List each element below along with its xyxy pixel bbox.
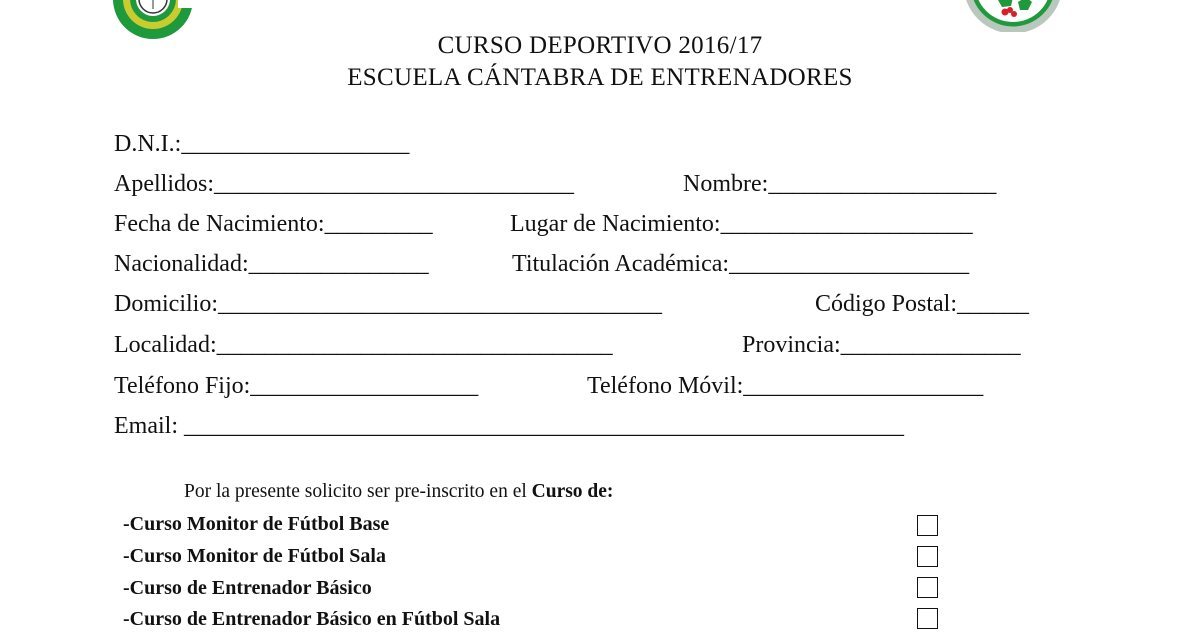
course-option-checkbox[interactable]	[917, 608, 938, 629]
course-option-checkbox[interactable]	[917, 577, 938, 598]
course-option-label: -Curso de Entrenador Básico	[123, 577, 372, 599]
dni-field[interactable]: D.N.I.:___________________	[114, 131, 410, 157]
provincia-field[interactable]: Provincia:_______________	[742, 332, 1021, 358]
ball-logo-right-icon	[958, 0, 1068, 32]
fecha-nacimiento-field[interactable]: Fecha de Nacimiento:_________	[114, 211, 433, 237]
telefono-movil-field[interactable]: Teléfono Móvil:____________________	[587, 373, 984, 399]
email-field[interactable]: Email: ____________________________________________________________	[114, 413, 904, 439]
form-row-locality	[114, 330, 1084, 360]
form-row-name	[114, 169, 1084, 199]
document-title: CURSO DEPORTIVO 2016/17	[437, 32, 763, 59]
course-intro-bold: Curso de:	[531, 481, 614, 502]
nacionalidad-field[interactable]: Nacionalidad:_______________	[114, 251, 429, 277]
apellidos-field[interactable]: Apellidos:______________________________	[114, 171, 574, 197]
course-intro	[184, 479, 613, 505]
course-option-checkbox[interactable]	[917, 546, 938, 567]
form-row-dni	[114, 129, 1084, 159]
form-row-birth	[114, 209, 1084, 239]
course-option-label: -Curso Monitor de Fútbol Base	[123, 513, 390, 535]
telefono-fijo-field[interactable]: Teléfono Fijo:___________________	[114, 373, 479, 399]
domicilio-field[interactable]: Domicilio:_____________________________________	[114, 291, 662, 317]
titulacion-field[interactable]: Titulación Académica:____________________	[512, 251, 970, 277]
course-option-label: -Curso Monitor de Fútbol Sala	[123, 545, 386, 567]
form-row-address	[114, 289, 1084, 319]
lugar-nacimiento-field[interactable]: Lugar de Nacimiento:_____________________	[510, 211, 973, 237]
form-row-nationality	[114, 249, 1084, 279]
course-option-label: -Curso de Entrenador Básico en Fútbol Sala	[123, 608, 501, 630]
codigo-postal-field[interactable]: Código Postal:______	[815, 291, 1030, 317]
form-row-email	[114, 411, 1084, 441]
localidad-field[interactable]: Localidad:_________________________________	[114, 332, 613, 358]
course-option-checkbox[interactable]	[917, 515, 938, 536]
document-subtitle: ESCUELA CÁNTABRA DE ENTRENADORES	[347, 64, 853, 91]
course-intro-text: Por la presente solicito ser pre-inscrito en el	[184, 481, 532, 502]
form-row-phone	[114, 371, 1084, 401]
nombre-field[interactable]: Nombre:___________________	[683, 171, 997, 197]
